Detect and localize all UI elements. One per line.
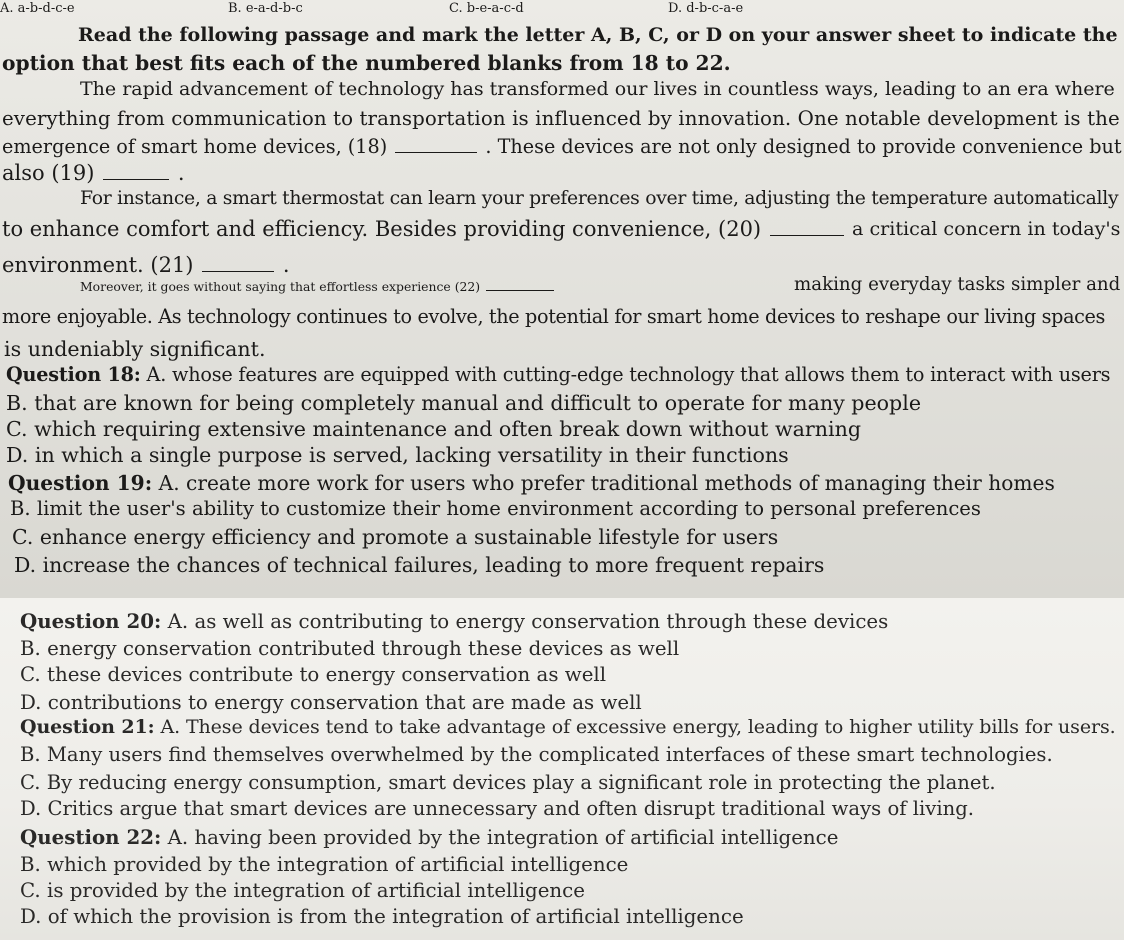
option-b[interactable]: B. that are known for being completely manual and difficult to operate for many people: [6, 391, 922, 415]
passage-text: Moreover, it goes without saying that effortless experience (22): [80, 279, 481, 294]
prev-option-c: C. b-e-a-c-d: [449, 1, 524, 16]
question-label: Question 22:: [20, 825, 162, 849]
question-18: [6, 362, 1110, 388]
option-a[interactable]: A. These devices tend to take advantage of excessive energy, leading to higher utility bills for users.: [160, 716, 1116, 738]
option-c[interactable]: C. enhance energy efficiency and promote a sustainable lifestyle for users: [12, 525, 779, 549]
option-b[interactable]: B. Many users find themselves overwhelmed by the complicated interfaces of these smart technologies.: [20, 743, 1053, 766]
passage-text: making everyday tasks simpler and: [794, 274, 1121, 295]
option-c[interactable]: C. is provided by the integration of artificial intelligence: [20, 879, 585, 902]
prev-option-d: D. d-b-c-a-e: [668, 1, 744, 16]
option-a[interactable]: A. as well as contributing to energy conservation through these devices: [167, 610, 889, 633]
passage-text: . These devices are not only designed to provide convenience but: [485, 135, 1122, 158]
option-c[interactable]: C. which requiring extensive maintenance and often break down without warning: [6, 417, 862, 441]
question-22: [20, 824, 838, 851]
passage-line: is undeniably significant.: [4, 337, 266, 361]
instruction-line-1: Read the following passage and mark the letter A, B, C, or D on your answer sheet to indicate the: [78, 24, 1118, 46]
option-d[interactable]: D. in which a single purpose is served, lacking versatility in their functions: [6, 443, 789, 467]
question-label: Question 19:: [8, 471, 153, 495]
passage-text: to enhance comfort and efficiency. Besides providing convenience, (20): [2, 217, 762, 241]
passage-line-with-blank-20: [2, 216, 1122, 242]
option-c[interactable]: C. By reducing energy consumption, smart devices play a significant role in protecting the planet.: [20, 771, 996, 794]
blank-21: [202, 253, 274, 272]
passage-line-with-blank-18: [2, 134, 1122, 160]
option-b[interactable]: B. energy conservation contributed through these devices as well: [20, 637, 680, 660]
blank-20: [770, 217, 844, 236]
question-label: Question 20:: [20, 609, 162, 633]
option-d[interactable]: D. Critics argue that smart devices are unnecessary and often disrupt traditional ways of living.: [20, 797, 974, 820]
passage-text: emergence of smart home devices, (18): [2, 135, 388, 158]
passage-line: everything from communication to transportation is influenced by innovation. One notable development is the: [2, 107, 1120, 130]
passage-text: also (19): [2, 161, 95, 185]
question-20: [20, 608, 888, 635]
option-d[interactable]: D. of which the provision is from the integration of artificial intelligence: [20, 905, 744, 928]
option-d[interactable]: D. increase the chances of technical failures, leading to more frequent repairs: [14, 553, 825, 577]
passage-line: For instance, a smart thermostat can learn your preferences over time, adjusting the temperature automatically: [80, 188, 1119, 209]
question-label: Question 21:: [20, 716, 155, 738]
passage-line-with-blank-19: [2, 160, 185, 186]
option-c[interactable]: C. these devices contribute to energy conservation as well: [20, 663, 607, 686]
option-d[interactable]: D. contributions to energy conservation that are made as well: [20, 691, 642, 714]
question-19: [8, 470, 1055, 496]
option-b[interactable]: B. which provided by the integration of artificial intelligence: [20, 853, 629, 876]
passage-text: a critical concern in today's: [852, 217, 1121, 240]
question-label: Question 18:: [6, 363, 141, 386]
option-a[interactable]: A. whose features are equipped with cutting-edge technology that allows them to interact with users: [146, 363, 1111, 386]
passage-text: .: [177, 161, 185, 185]
passage-line-with-blank-22: [80, 272, 1124, 300]
option-a[interactable]: A. having been provided by the integration of artificial intelligence: [167, 826, 839, 849]
passage-line: The rapid advancement of technology has transformed our lives in countless ways, leading to an era where: [80, 78, 1115, 100]
passage-text: .: [282, 253, 290, 277]
passage-text: environment. (21): [2, 253, 194, 277]
instruction-line-2: option that best fits each of the numbered blanks from 18 to 22.: [2, 51, 731, 75]
option-b[interactable]: B. limit the user's ability to customize their home environment according to personal preferences: [10, 497, 981, 520]
blank-22: [486, 272, 554, 291]
option-a[interactable]: A. create more work for users who prefer traditional methods of managing their homes: [158, 471, 1055, 495]
blank-19: [103, 161, 169, 180]
prev-option-b: B. e-a-d-b-c: [228, 1, 303, 16]
question-21: [20, 714, 1116, 740]
prev-option-a: A. a-b-d-c-e: [0, 1, 75, 16]
blank-18: [395, 134, 477, 153]
passage-line: more enjoyable. As technology continues to evolve, the potential for smart home devices to reshape our living spaces: [2, 305, 1106, 328]
